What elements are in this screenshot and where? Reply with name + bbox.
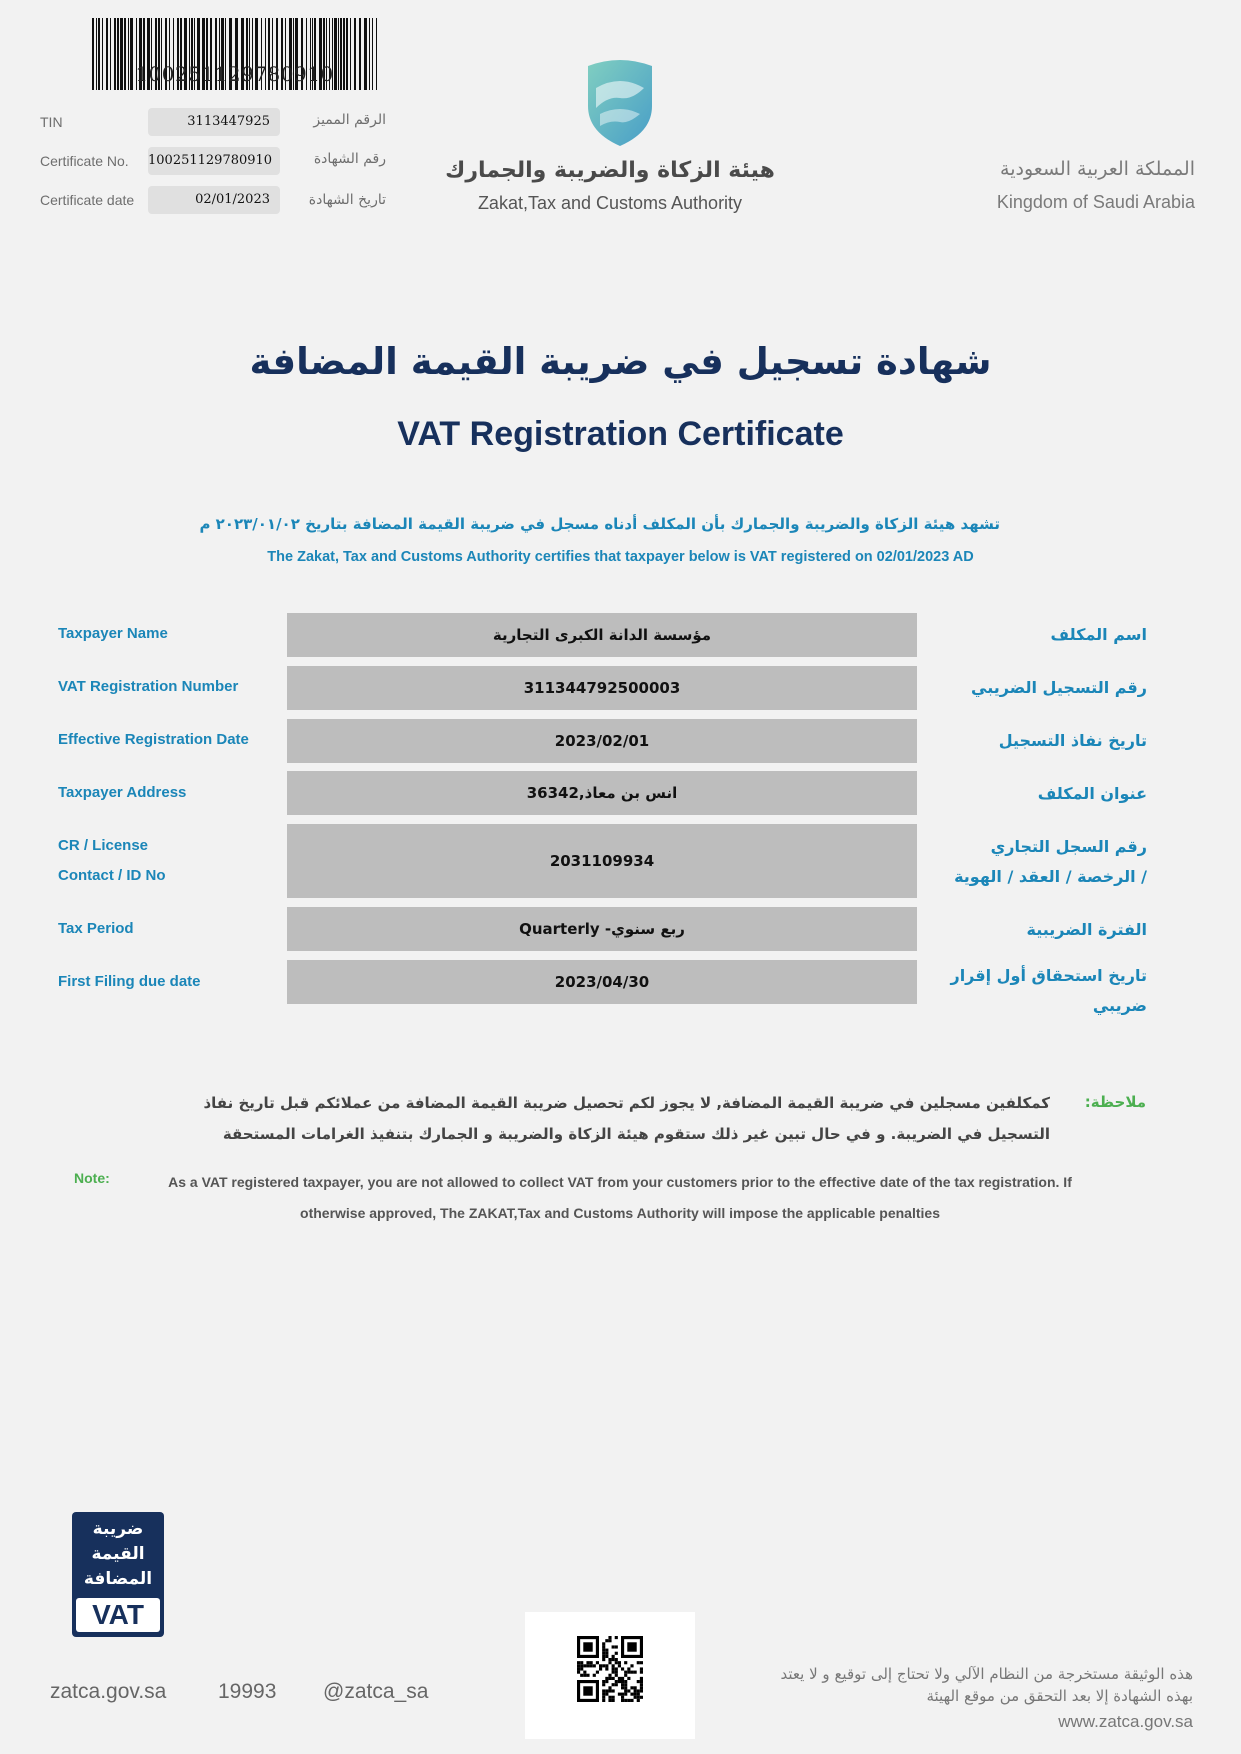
vat-number-value bbox=[287, 666, 917, 710]
certificate-date-value: 02/01/2023 bbox=[148, 186, 280, 214]
taxpayer-name-label: Taxpayer Name bbox=[58, 625, 168, 642]
vat-logo-text-ar: ضريبة القيمة المضافة bbox=[83, 1519, 153, 1589]
certificate-date-label-ar: تاريخ الشهادة bbox=[308, 192, 386, 208]
disclaimer-text-ar: هذه الوثيقة مستخرجة من النظام الآلي ولا تحتاج إلى توقيع و لا يعتد بهذه الشهادة إلا بعد التحقق من موقع الهيئة bbox=[780, 1665, 1193, 1705]
tax-period-text: ربع سنوي- Quarterly bbox=[519, 920, 685, 938]
taxpayer-address-value bbox=[287, 771, 917, 815]
vat-number-text: 311344792500003 bbox=[523, 679, 681, 697]
qr-code-icon[interactable] bbox=[577, 1636, 643, 1702]
taxpayer-name-value bbox=[287, 613, 917, 657]
kingdom-name-ar: المملكة العربية السعودية bbox=[1000, 158, 1195, 180]
cr-license-text: 2031109934 bbox=[549, 852, 655, 870]
footer-social-handle[interactable]: @zatca_sa bbox=[323, 1680, 429, 1703]
vat-number-label: VAT Registration Number bbox=[58, 678, 239, 695]
authority-name-en: Zakat,Tax and Customs Authority bbox=[477, 193, 743, 213]
taxpayer-address-text: انس بن معاذ,36342 bbox=[526, 784, 678, 802]
note-text-ar: كمكلفين مسجلين في ضريبة القيمة المضافة, لا يجوز لكم تحصيل ضريبة القيمة المضافة من عملائكم قبل تاريخ نفاذ التسجيل في الضريبة. و في حال تبين غير ذلك ستقوم هيئة الزكاة والضريبة و الجمارك بتنفيذ الغرامات المستحقة bbox=[203, 1094, 1050, 1143]
contact-id-label: Contact / ID No bbox=[58, 867, 166, 884]
certificate-no-label: Certificate No. bbox=[40, 153, 129, 169]
contact-id-label-ar: / الرخصة / العقد / الهوية bbox=[954, 867, 1147, 886]
tax-period-label: Tax Period bbox=[58, 920, 134, 937]
first-filing-label: First Filing due date bbox=[58, 973, 201, 990]
taxpayer-name-text: مؤسسة الدانة الكبرى التجارية bbox=[492, 626, 712, 644]
footer-website[interactable]: zatca.gov.sa bbox=[50, 1680, 167, 1703]
certificate-title-en: VAT Registration Certificate bbox=[397, 415, 844, 453]
certificate-title-ar: شهادة تسجيل في ضريبة القيمة المضافة bbox=[249, 340, 992, 383]
vat-logo-text-en: VAT bbox=[76, 1598, 160, 1632]
kingdom-name-en: Kingdom of Saudi Arabia bbox=[996, 192, 1195, 212]
first-filing-text: 2023/04/30 bbox=[554, 973, 650, 991]
tin-label: TIN bbox=[40, 114, 63, 130]
footer-site-url[interactable]: www.zatca.gov.sa bbox=[1058, 1712, 1193, 1731]
cr-license-label: CR / License bbox=[58, 837, 149, 854]
tin-label-ar: الرقم المميز bbox=[313, 112, 386, 128]
tax-period-value bbox=[287, 907, 917, 951]
tax-period-label-ar: الفترة الضريبية bbox=[1026, 920, 1147, 939]
zatca-logo-icon bbox=[580, 58, 660, 148]
taxpayer-name-label-ar: اسم المكلف bbox=[1050, 625, 1147, 644]
effective-date-value bbox=[287, 719, 917, 763]
certificate-no-value: 100251129780910 bbox=[148, 147, 280, 175]
vat-number-label-ar: رقم التسجيل الضريبي bbox=[971, 678, 1147, 697]
certification-statement-en: The Zakat, Tax and Customs Authority certifies that taxpayer below is VAT registered on 02/01/2023 AD bbox=[267, 549, 974, 565]
note-text-en: As a VAT registered taxpayer, you are not allowed to collect VAT from your customers prior to the effective date of the tax registration. If otherwise approved, The ZAKAT,Tax and Customs Authority will impose the applicable penalties bbox=[168, 1174, 1072, 1221]
taxpayer-address-label-ar: عنوان المكلف bbox=[1037, 784, 1147, 803]
cr-license-label-ar: رقم السجل التجاري bbox=[990, 837, 1147, 856]
certificate-no-label-ar: رقم الشهادة bbox=[313, 151, 386, 167]
effective-date-label: Effective Registration Date bbox=[58, 731, 249, 748]
note-label-ar: ملاحظة: bbox=[1084, 1093, 1146, 1111]
effective-date-text: 2023/02/01 bbox=[554, 732, 650, 750]
barcode-number: 100251129780910 bbox=[135, 62, 334, 86]
footer-phone[interactable]: 19993 bbox=[218, 1680, 277, 1703]
authority-name-ar: هيئة الزكاة والضريبة والجمارك bbox=[445, 158, 775, 183]
taxpayer-address-label: Taxpayer Address bbox=[58, 784, 187, 801]
effective-date-label-ar: تاريخ نفاذ التسجيل bbox=[998, 731, 1147, 750]
cr-license-value bbox=[287, 824, 917, 898]
first-filing-value bbox=[287, 960, 917, 1004]
tin-value: 3113447925 bbox=[148, 108, 280, 136]
first-filing-label-ar: تاريخ استحقاق أول إقرار bbox=[950, 966, 1147, 985]
note-label-en: Note: bbox=[74, 1170, 110, 1186]
certificate-date-label: Certificate date bbox=[40, 192, 135, 208]
certification-statement-ar: تشهد هيئة الزكاة والضريبة والجمارك بأن المكلف أدناه مسجل في ضريبة القيمة المضافة بتاريخ ٢٠٢٣/٠١/٠٢ م bbox=[199, 515, 1000, 533]
first-filing-label-ar-2: ضريبي bbox=[1092, 996, 1147, 1015]
